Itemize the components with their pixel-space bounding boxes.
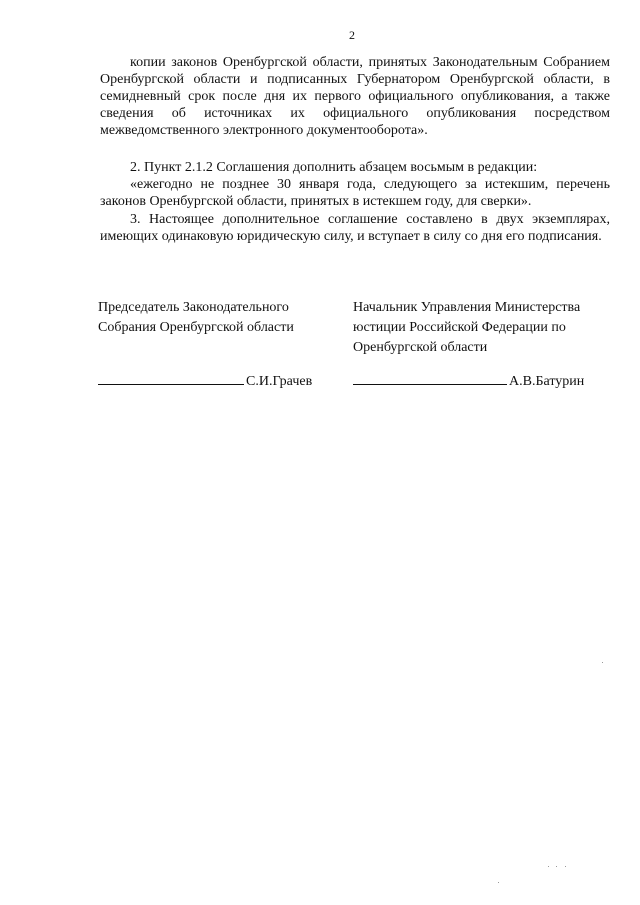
signature-line-right bbox=[353, 370, 507, 385]
scan-speck bbox=[498, 882, 499, 883]
signatory-right-title-line1: Начальник Управления Министерства bbox=[353, 300, 581, 315]
signatory-left bbox=[98, 298, 328, 338]
scan-speck bbox=[602, 662, 603, 663]
signatory-right-title-line3: Оренбургской области bbox=[353, 340, 488, 355]
paragraph-text: 2. Пункт 2.1.2 Соглашения дополнить абзацем восьмым в редакции: bbox=[130, 160, 538, 175]
signatory-right bbox=[353, 298, 623, 358]
signature-row-left bbox=[98, 370, 312, 392]
page-number: 2 bbox=[349, 28, 355, 42]
signatory-left-title-line2: Собрания Оренбургской области bbox=[98, 320, 294, 335]
signatory-right-title-line2: юстиции Российской Федерации по bbox=[353, 320, 566, 335]
signature-row-right bbox=[353, 370, 584, 392]
paragraph-text: 3. Настоящее дополнительное соглашение составлено в двух экземплярах, имеющих одинаковую юридическую силу, и вступает в силу со дня его подписания. bbox=[100, 212, 610, 244]
paragraph-item-2 bbox=[100, 159, 610, 176]
scan-speck bbox=[548, 866, 549, 867]
scan-speck bbox=[565, 866, 566, 867]
paragraph-text: «ежегодно не позднее 30 января года, следующего за истекшим, перечень законов Оренбургской области, принятых в истекшем году, для сверки». bbox=[100, 177, 610, 209]
paragraph-text: копии законов Оренбургской области, принятых Законодательным Собранием Оренбургской области и подписанных Губернатором Оренбургской области, в семидневный срок после дня их первого официального опубликования, а также сведения об источниках их официального опубликования посредством межведомственного электронного документооборота». bbox=[100, 55, 610, 138]
signatory-left-name: С.И.Грачев bbox=[246, 374, 313, 389]
paragraph-item-3 bbox=[100, 211, 610, 245]
paragraph-quote bbox=[100, 176, 610, 210]
paragraph-continuation bbox=[100, 54, 610, 139]
scan-speck bbox=[556, 866, 557, 867]
signatory-left-title-line1: Председатель Законодательного bbox=[98, 300, 289, 315]
signatory-right-name: А.В.Батурин bbox=[509, 374, 585, 389]
signature-line-left bbox=[98, 370, 244, 385]
